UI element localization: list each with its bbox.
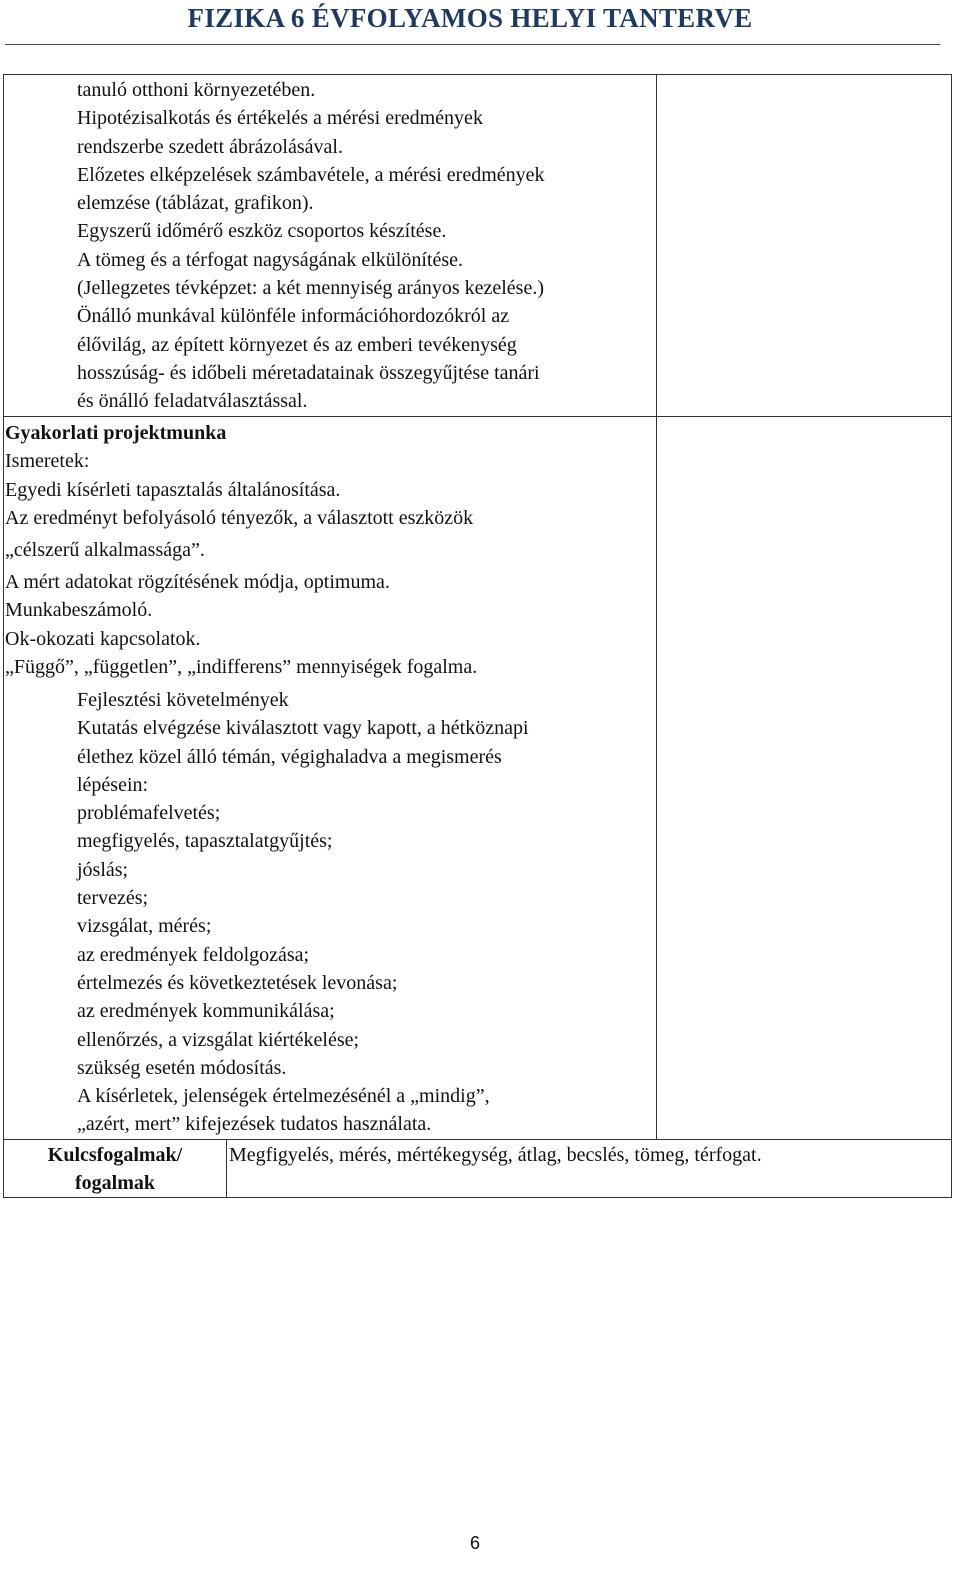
development-item: vizsgálat, mérés; [77, 915, 212, 938]
keywords-value: Megfigyelés, mérés, mértékegység, átlag, becslés, tömeg, térfogat. [229, 1144, 762, 1166]
project-right-cell [656, 416, 952, 1140]
text-line: elemzése (táblázat, grafikon). [77, 192, 314, 215]
text-line: élővilág, az épített környezet és az emberi tevékenység [77, 333, 517, 356]
project-heading: Gyakorlati projektmunka [5, 422, 227, 444]
development-item: az eredmények kommunikálása; [77, 1000, 335, 1023]
development-item: ellenőrzés, a vizsgálat kiértékelése; [77, 1028, 360, 1051]
development-item: jóslás; [77, 858, 129, 881]
development-item: élethez közel álló témán, végighaladva a megismerés [77, 745, 502, 768]
project-knowledge [5, 419, 477, 681]
development-heading: Fejlesztési követelmények [77, 689, 289, 711]
text-line: Egyszerű időmérő eszköz csoportos készítése. [77, 220, 447, 243]
page-number: 6 [469, 1533, 480, 1553]
text-line: Hipotézisalkotás és értékelés a mérési eredmények [77, 107, 483, 130]
development-item: értelmezés és következtetések levonása; [77, 971, 398, 994]
development-item: az eredmények feldolgozása; [77, 943, 310, 966]
development-item: A kísérletek, jelenségek értelmezésénél a „mindig”, [77, 1085, 490, 1108]
project-development [77, 686, 529, 1139]
top-section-text [77, 76, 545, 416]
development-item: megfigyelés, tapasztalatgyűjtés; [77, 830, 333, 853]
keywords-label-line: Kulcsfogalmak/ [47, 1144, 183, 1166]
development-item: problémafelvetés; [77, 802, 221, 825]
text-line: Előzetes elképzelések számbavétele, a mérési eredmények [77, 163, 545, 186]
knowledge-item: Ok-okozati kapcsolatok. [5, 627, 201, 650]
text-line: tanuló otthoni környezetében. [77, 79, 316, 101]
text-line: rendszerbe szedett ábrázolásával. [77, 135, 343, 158]
keywords-label [3, 1141, 227, 1197]
text-line: és önálló feladatválasztással. [77, 390, 308, 413]
knowledge-item: „Függő”, „független”, „indifferens” mennyiségek fogalma. [5, 656, 478, 679]
text-line: A tömeg és a térfogat nagyságának elkülönítése. [77, 248, 463, 271]
knowledge-item: Egyedi kísérleti tapasztalás általánosítása. [5, 478, 341, 501]
header-divider [5, 44, 940, 45]
page-title: FIZIKA 6 ÉVFOLYAMOS HELYI TANTERVE [187, 3, 753, 33]
text-line: hosszúság- és időbeli méretadatainak összegyűjtése tanári [77, 361, 540, 384]
knowledge-item: A mért adatokat rögzítésének módja, optimuma. [5, 571, 390, 594]
knowledge-label: Ismeretek: [5, 450, 90, 473]
text-line: Önálló munkával különféle információhordozókról az [77, 305, 510, 328]
knowledge-item: Munkabeszámoló. [5, 599, 153, 622]
text-line: (Jellegzetes tévképzet: a két mennyiség arányos kezelése.) [77, 277, 545, 300]
development-item: Kutatás elvégzése kiválasztott vagy kapott, a hétköznapi [77, 717, 529, 740]
keywords-label-line: fogalmak [75, 1172, 155, 1194]
development-item: szükség esetén módosítás. [77, 1056, 287, 1079]
knowledge-item: „célszerű alkalmassága”. [5, 539, 205, 562]
knowledge-item: Az eredményt befolyásoló tényezők, a választott eszközök [5, 506, 474, 529]
development-item: tervezés; [77, 887, 149, 910]
development-item: lépésein: [77, 773, 149, 796]
development-item: „azért, mert” kifejezések tudatos használata. [77, 1113, 432, 1136]
top-right-cell [656, 74, 952, 417]
